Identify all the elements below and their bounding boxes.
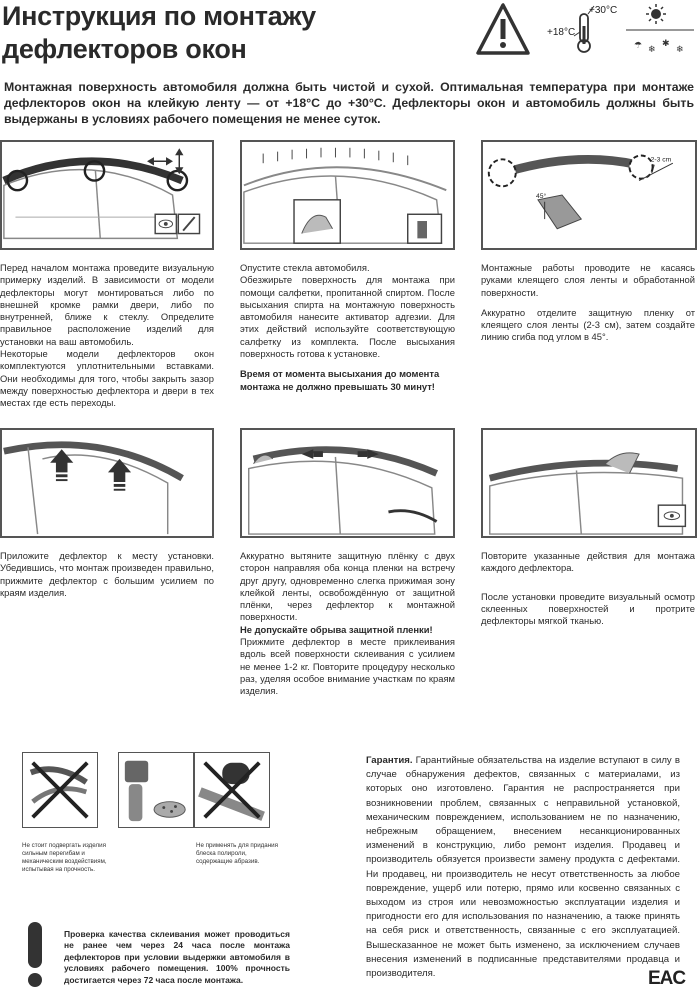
svg-text:❄: ❄ <box>648 45 656 55</box>
step3-illustration <box>481 140 697 250</box>
exclamation-icon <box>20 920 50 990</box>
step2-illustration <box>240 140 455 250</box>
rain-snow-icon <box>634 39 684 55</box>
step5-illustration <box>240 428 455 538</box>
temp-high: +30°C <box>589 5 618 16</box>
no-polish-warning-image <box>118 752 194 828</box>
angle-label: 45° <box>536 192 547 200</box>
step4-text: Приложите дефлектор к месту установки. Убедившись, что монтаж произведен правильно, прижмите дефлектор с большим усилием по краям изделия. <box>0 550 214 598</box>
step6-text: Повторите указанные действия для монтажа каждого дефлектора. После установки проведите визуальный осмотр склеенных поверхностей и протрите дефлекторы мягкой тканью. <box>481 550 695 627</box>
step6-illustration <box>481 428 697 538</box>
step2-text: Опустите стекла автомобиля. Обезжирьте поверхность для монтажа при помощи салфетки, пропитанной спиртом. После высыхания спирта на монтажную поверхность автомобиля нанесите активатор адгезии. Для этих действий используйте соответствующую салфетку из комплекта. После высыхания поверхность готова к установке. Время от момента высыхания до момента монтажа не должно превышать 30 минут! <box>240 262 455 392</box>
guarantee-label: Гарантия. <box>366 755 413 766</box>
no-abrasive-warning-image <box>194 752 270 828</box>
temp-low: +18°C <box>547 27 576 38</box>
svg-text:☂: ☂ <box>634 41 643 51</box>
eac-mark: EAC <box>648 968 686 989</box>
warning1-caption: Не стоит подвергать изделия сильным перегибам и механическим воздействиям, испытывая на прочность. <box>22 842 107 873</box>
warning2-caption: Не применять для придания блеска полироли, содержащие абразив. <box>196 842 278 865</box>
step1-text: Перед началом монтажа проведите визуальную примерку изделий. В зависимости от модели дефлекторы могут монтироваться либо по внешней кромке рамки двери, либо по внутренней, ближе к стеклу. Определите правильное расположение изделий для установки на ваш автомобиль. Некоторые модели дефлекторов окон комплектуются уплотнительными вставками. Они необходимы для того, чтобы закрыть зазор между поверхностью дефлектора и двери в тех местах где есть переходы. <box>0 262 214 409</box>
svg-text:✱: ✱ <box>662 39 670 49</box>
strip-length-label: 2-3 cm <box>650 156 672 164</box>
sun-icon <box>646 4 666 24</box>
svg-text:❄: ❄ <box>676 45 684 55</box>
warning-triangle-icon <box>478 5 528 53</box>
step3-text: Монтажные работы проводите не касаясь руками клеящего слоя ленты и обработанной поверхности. Аккуратно отделите защитную пленку от клеящего слоя ленты (2-3 см), затем создайте линию сгиба под углом в 45°. <box>481 262 695 343</box>
quality-check-note: Проверка качества склеивания может проводиться не ранее чем через 24 часа после монтажа дефлекторов при условии выдержки автомобиля в условиях рабочего помещения. 100% прочность достигается через 72 часа после монтажа. <box>64 929 290 985</box>
step1-illustration <box>0 140 214 250</box>
guarantee-text: Гарантия. Гарантийные обязательства на изделие вступают в силу в случае обнаружения дефектов, связанных с материалами, из которых оно изготовлено. Гарантия не распространяется при возникновении проблем, связанных с неправильной установкой, механическим повреждением, использованием не по назначению, небрежным обращением, внесением несанкционированных изменений в конструкцию, либо ремонт изделия. Продавец и производитель обязуется произвести замену продукта с дефектами. Ни продавец, ни производитель не несут ответственность за любое повреждение, ущерб или потерю, прямо или косвенно связанных с выходом из строя или невозможностью эксплуатации изделия и пригодности его для использования по назначению, а также принять на себя риск и ответственность, связанные с его эксплуатацией. Вышесказанное не может быть изменено, за исключением случаев внесения изменений в подписанные представителями продавца и производителя. <box>366 755 680 980</box>
temperature-warning-icons <box>476 2 696 58</box>
no-bending-warning-image <box>22 752 98 828</box>
intro-paragraph: Монтажная поверхность автомобиля должна быть чистой и сухой. Оптимальная температура при монтаже дефлекторов окон на клейкую ленту — от +18°С до +30°С. Дефлекторы окон и автомобиль должны быть выдержаны в условиях рабочего помещения не менее суток. <box>4 80 694 126</box>
step4-illustration <box>0 428 214 538</box>
step5-text: Аккуратно вытяните защитную плёнку с двух сторон направляя оба конца пленки на встречу друг другу, одновременно слегка прижимая зону клейкой ленты, освобождённую от защитной плёнки, через дефлектор к монтажной поверхности. Не допускайте обрыва защитной пленки! Прижмите дефлектор в месте приклеивания вдоль всей поверхности склеивания с усилием не менее 1-2 кг. Повторите процедуру несколько раз, уделяя особое внимание участкам по краям изделия. <box>240 550 455 697</box>
page-title: Инструкция по монтажу дефлекторов окон <box>2 1 316 64</box>
